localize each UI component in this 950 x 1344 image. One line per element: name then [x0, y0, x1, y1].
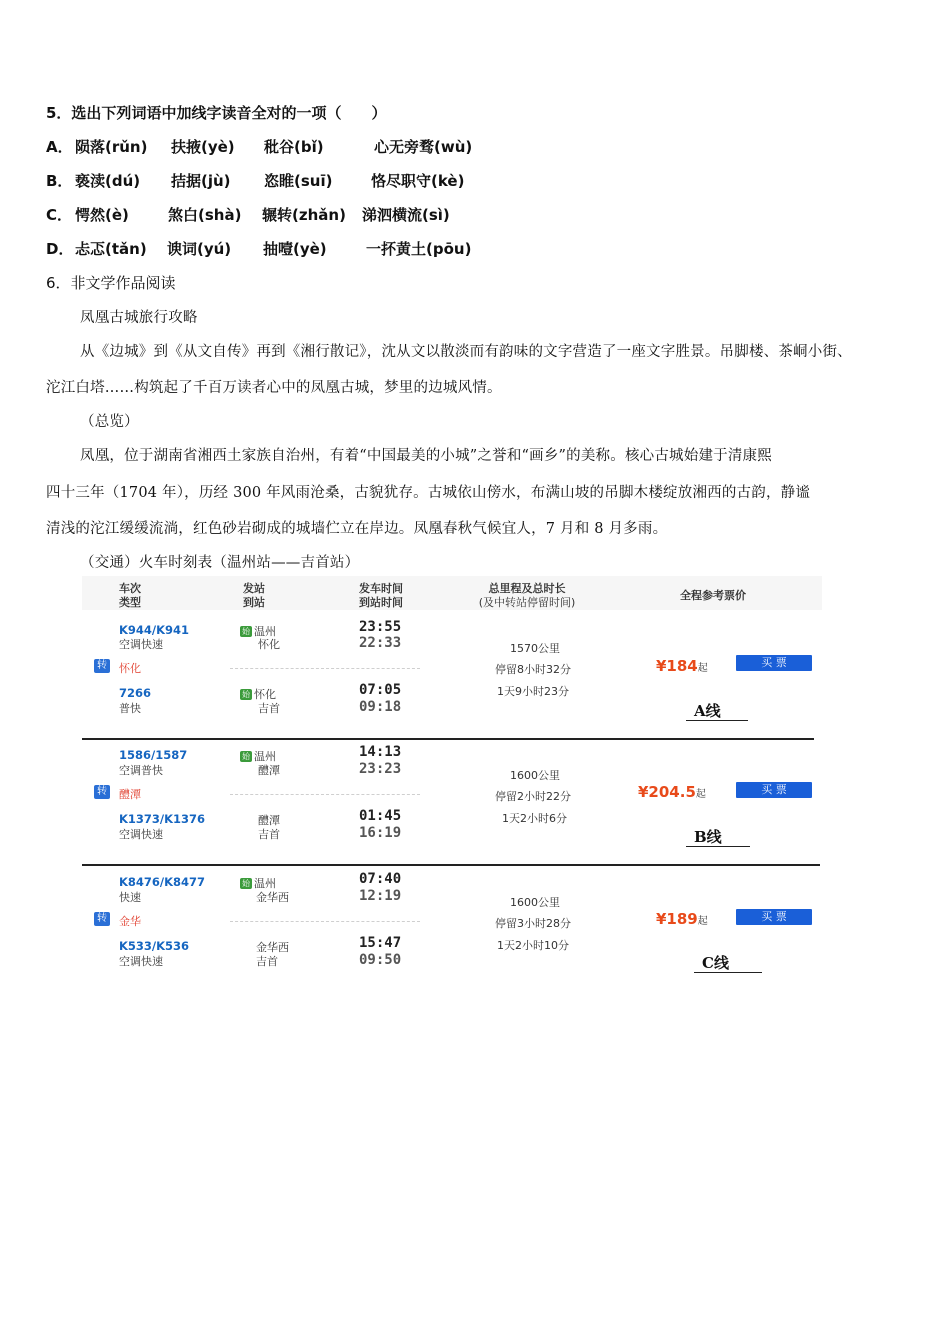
arrival-time: 09:18: [359, 699, 402, 715]
paragraph-line: 清浅的沱江缓缓流淌，红色砂岩砌成的城墙伫立在岸边。凤凰春秋气候宜人，7 月和 8 月多雨。: [46, 521, 668, 537]
total-duration: 1天9小时23分: [497, 685, 569, 698]
ticket-price: [656, 910, 708, 928]
header-text: 发车时间: [359, 582, 403, 595]
q5-stem: 5．选出下列词语中加线字读音全对的一项（ ）: [46, 104, 387, 122]
arrival-time: 22:33: [359, 635, 402, 651]
paragraph-line: 沱江白塔……构筑起了千百万读者心中的凤凰古城，梦里的边城风情。: [46, 380, 502, 396]
label-underline: [686, 846, 750, 847]
price-from: 起: [697, 916, 708, 927]
total-duration: 1天2小时10分: [497, 939, 569, 952]
option-item: 恪尽职守(kè): [371, 172, 465, 190]
station-name: 温州: [254, 625, 276, 638]
train-type: 空调快速: [119, 828, 163, 841]
departure-time: 07:05: [359, 682, 402, 698]
header-text: 到站时间: [359, 596, 403, 609]
transfer-stop: 停留2小时22分: [495, 790, 571, 803]
route-label: C线: [702, 954, 729, 972]
arrival-time: 16:19: [359, 825, 402, 841]
train-type: 快速: [119, 891, 141, 904]
arrival-time: 23:23: [359, 761, 402, 777]
q5-option-b[interactable]: [46, 170, 72, 191]
paragraph-line: 凤凰，位于湖南省湘西土家族自治州，有着“中国最美的小城”之誉和“画乡”的美称。核心古城始建于清康熙: [80, 448, 772, 464]
station-name: 温州: [254, 750, 276, 763]
route-label: B线: [694, 828, 722, 846]
option-item: 恣睢(suī): [264, 172, 333, 190]
paragraph-line: 从《边城》到《从文自传》再到《湘行散记》，沈从文以散淡而有韵味的文字营造了一座文字胜景。吊脚楼、茶峒小街、: [80, 344, 852, 360]
section-overview: （总览）: [80, 414, 139, 430]
transfer-station: 怀化: [119, 662, 141, 675]
to-station: 吉首: [256, 955, 278, 968]
train-number[interactable]: K533/K536: [119, 939, 190, 953]
total-distance: 1600公里: [510, 896, 560, 909]
origin-badge: 始: [242, 752, 250, 761]
to-station: 醴潭: [258, 764, 280, 777]
q5-option-d[interactable]: [46, 238, 73, 259]
route-separator: [82, 864, 820, 866]
price-from: 起: [697, 663, 708, 674]
section-transport: （交通）火车时刻表（温州站——吉首站）: [80, 555, 360, 571]
divider: [230, 668, 420, 669]
header-text: 到站: [243, 596, 265, 609]
total-distance: 1570公里: [510, 642, 560, 655]
route-label: A线: [694, 702, 721, 720]
price-value: ¥184: [656, 657, 698, 675]
transfer-icon: 转: [94, 659, 110, 673]
q5-option-a[interactable]: [46, 136, 73, 157]
route-block-b: [82, 743, 822, 869]
header-text: 总里程及总时长: [488, 582, 566, 595]
departure-time: 01:45: [359, 808, 402, 824]
option-letter: D．: [46, 240, 74, 258]
route-separator: [82, 738, 814, 740]
option-item: 抽噎(yè): [263, 240, 327, 258]
option-letter: B．: [46, 172, 73, 190]
option-item: 陨落(rǔn): [75, 138, 148, 156]
to-station: 吉首: [258, 828, 280, 841]
header-text: 发站: [243, 582, 265, 595]
train-number[interactable]: K8476/K8477: [119, 875, 206, 889]
header-time: [359, 582, 403, 610]
route-block-a: [82, 616, 822, 742]
transfer-stop: 停留8小时32分: [495, 663, 571, 676]
train-timetable: [82, 576, 822, 976]
label-underline: [686, 720, 748, 721]
from-station: 醴潭: [258, 814, 280, 827]
origin-badge: 始: [242, 879, 250, 888]
option-item: 煞白(shà): [168, 206, 242, 224]
ticket-price: [638, 783, 706, 801]
route-block-c: [82, 870, 822, 996]
divider: [230, 794, 420, 795]
option-letter: A．: [46, 138, 73, 156]
option-item: 谀词(yú): [167, 240, 232, 258]
header-text: 类型: [119, 596, 141, 609]
transfer-station: 金华: [119, 915, 141, 928]
label-underline: [694, 972, 762, 973]
buy-ticket-button[interactable]: 买 票: [736, 655, 812, 671]
ticket-price: [656, 657, 708, 675]
transfer-icon: 转: [94, 912, 110, 926]
option-item: 一抔黄土(pōu): [366, 240, 472, 258]
q5-option-c[interactable]: [46, 204, 72, 225]
option-item: 涕泗横流(sì): [362, 206, 450, 224]
total-distance: 1600公里: [510, 769, 560, 782]
train-type: 普快: [119, 702, 141, 715]
train-type: 空调快速: [119, 638, 163, 651]
departure-time: 15:47: [359, 935, 402, 951]
buy-ticket-button[interactable]: 买 票: [736, 909, 812, 925]
header-distance: [452, 582, 602, 610]
departure-time: 07:40: [359, 871, 402, 887]
option-item: 亵渎(dú): [75, 172, 141, 190]
header-text: (及中转站停留时间): [478, 596, 576, 609]
station-name: 温州: [254, 877, 276, 890]
train-number[interactable]: K1373/K1376: [119, 812, 206, 826]
to-station: 吉首: [258, 702, 280, 715]
origin-badge: 始: [242, 690, 250, 699]
price-value: ¥204.5: [638, 783, 696, 801]
header-text: 车次: [119, 582, 141, 595]
arrival-time: 09:50: [359, 952, 402, 968]
train-type: 空调快速: [119, 955, 163, 968]
article-title: 凤凰古城旅行攻略: [80, 310, 198, 326]
q6-stem: 6．非文学作品阅读: [46, 274, 176, 292]
option-item: 心无旁骛(wù): [374, 138, 473, 156]
train-number[interactable]: 7266: [119, 686, 152, 700]
option-item: 愕然(è): [75, 206, 129, 224]
option-item: 拮据(jù): [171, 172, 231, 190]
origin-badge: 始: [242, 627, 250, 636]
station-name: 怀化: [254, 688, 276, 701]
divider: [230, 921, 420, 922]
price-value: ¥189: [656, 910, 698, 928]
arrival-time: 12:19: [359, 888, 402, 904]
paragraph-line: 四十三年（1704 年），历经 300 年风雨沧桑，古貌犹存。古城依山傍水，布满山坡的吊脚木楼绽放湘西的古韵，静谧: [46, 485, 811, 501]
train-type: 空调普快: [119, 764, 163, 777]
train-number[interactable]: 1586/1587: [119, 748, 188, 762]
option-item: 扶掖(yè): [171, 138, 235, 156]
header-station: [243, 582, 265, 610]
from-station: 金华西: [256, 941, 289, 954]
transfer-stop: 停留3小时28分: [495, 917, 571, 930]
buy-ticket-button[interactable]: 买 票: [736, 782, 812, 798]
train-number[interactable]: K944/K941: [119, 623, 190, 637]
option-item: 秕谷(bǐ): [264, 138, 324, 156]
departure-time: 14:13: [359, 744, 402, 760]
header-price: 全程参考票价: [680, 589, 746, 602]
total-duration: 1天2小时6分: [502, 812, 567, 825]
option-item: 辗转(zhǎn): [262, 206, 346, 224]
to-station: 金华西: [256, 891, 289, 904]
header-train: [119, 582, 141, 610]
transfer-icon: 转: [94, 785, 110, 799]
departure-time: 23:55: [359, 619, 402, 635]
transfer-station: 醴潭: [119, 788, 141, 801]
option-letter: C．: [46, 206, 73, 224]
price-from: 起: [695, 789, 706, 800]
to-station: 怀化: [258, 638, 280, 651]
option-item: 忐忑(tǎn): [75, 240, 147, 258]
